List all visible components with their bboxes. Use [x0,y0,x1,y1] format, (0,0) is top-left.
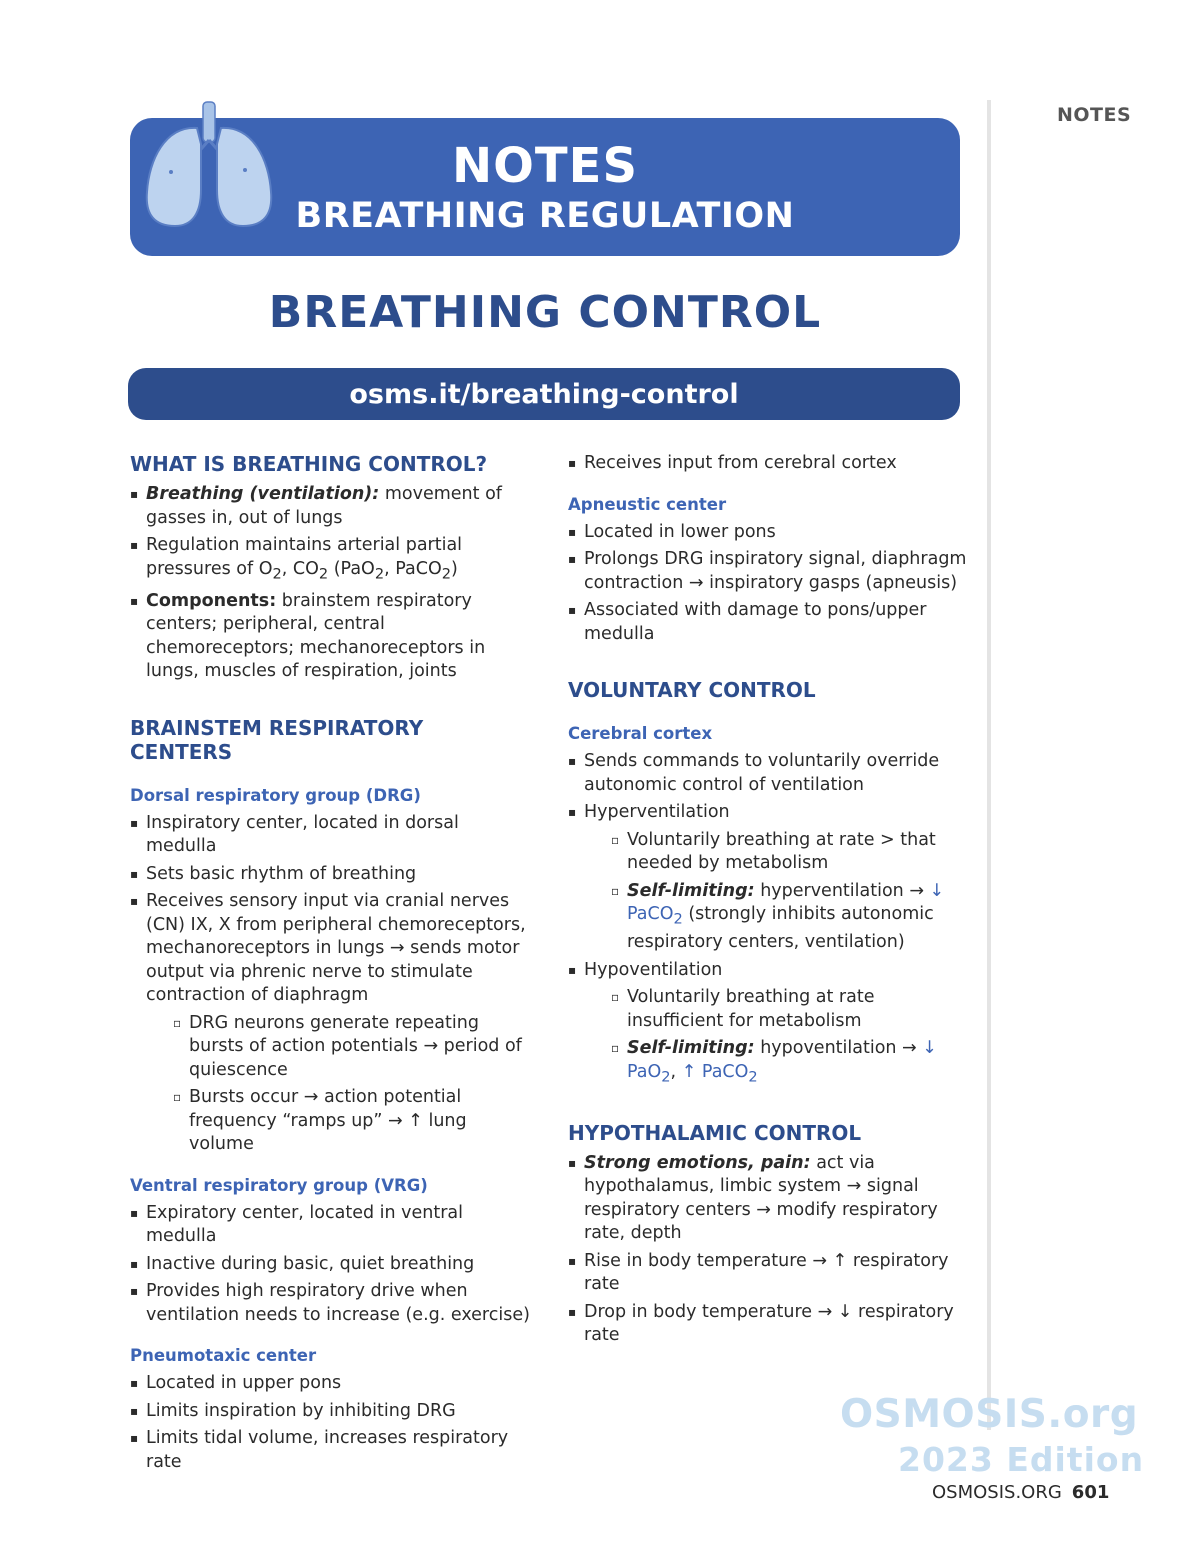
list-item: ▪ Located in lower pons [568,521,968,545]
url-link[interactable]: osms.it/breathing-control [128,368,960,420]
list-item: ▪ Hyperventilation ▫ Voluntarily breathing at rate > that needed by metabolism ▫ Self-limiting: hyperventilation → ↓ PaCO$_2$ (strongly inhibits autonomic respiratory centers, ventilation) [568,801,968,955]
sub-list-item: ▫ Bursts occur → action potential frequency “ramps up” → ↑ lung volume [146,1086,530,1157]
list-item: ▪ Rise in body temperature → ↑ respiratory rate [568,1250,968,1297]
list-item: ▪ Inactive during basic, quiet breathing [130,1253,530,1277]
footer-site: OSMOSIS.ORG [932,1482,1062,1503]
list-item: ▪ Expiratory center, located in ventral medulla [130,1202,530,1249]
banner-subtitle: BREATHING REGULATION [295,196,795,236]
list-item: ▪ Provides high respiratory drive when ventilation needs to increase (e.g. exercise) [130,1280,530,1327]
subsection-heading: Cerebral cortex [568,724,713,743]
sub-list-item: ▫ Self-limiting: hypoventilation → ↓ PaO$_2$, ↑ PaCO$_2$ [584,1037,968,1089]
list-item: ▪ Located in upper pons [130,1372,530,1396]
list-item: ▪ Breathing (ventilation): movement of gasses in, out of lungs [130,483,530,530]
section-heading: HYPOTHALAMIC CONTROL [568,1120,862,1145]
page-title: BREATHING CONTROL [268,287,822,338]
list-item: ▪ Sends commands to voluntarily override autonomic control of ventilation [568,750,968,797]
list-item: ▪ Prolongs DRG inspiratory signal, diaphragm contraction → inspiratory gasps (apneusis) [568,548,968,595]
list-item: ▪ Hypoventilation ▫ Voluntarily breathing at rate insufficient for metabolism ▫ Self-limiting: hypoventilation → ↓ PaO$_2$, ↑ PaCO$_2$ [568,959,968,1089]
right-column [568,452,968,1352]
banner-title: NOTES [451,138,639,194]
list-item: ▪ Sets basic rhythm of breathing [130,863,530,887]
subsection-heading: Pneumotaxic center [130,1346,317,1365]
list-item: ▪ Components: brainstem respiratory centers; peripheral, central chemoreceptors; mechanoreceptors in lungs, muscles of respiration, joints [130,590,530,684]
subsection-heading: Ventral respiratory group (VRG) [130,1175,428,1195]
list-item: ▪ Strong emotions, pain: act via hypothalamus, limbic system → signal respiratory centers → modify respiratory rate, depth [568,1152,968,1246]
list-item: ▪ Inspiratory center, located in dorsal medulla [130,812,530,859]
list-item: ▪ Limits tidal volume, increases respiratory rate [130,1427,530,1474]
section-heading: BRAINSTEM RESPIRATORY CENTERS [130,715,424,764]
sub-list-item: ▫ Self-limiting: hyperventilation → ↓ PaCO$_2$ (strongly inhibits autonomic respiratory centers, ventilation) [584,880,968,955]
subsection-heading: Apneustic center [568,494,727,514]
sub-list-item: ▫ Voluntarily breathing at rate insufficient for metabolism [584,986,968,1033]
sub-list-item: ▫ Voluntarily breathing at rate > that needed by metabolism [584,829,968,876]
list-item: ▪ Receives sensory input via cranial nerves (CN) IX, X from peripheral chemoreceptors, mechanoreceptors in lungs → sends motor output via phrenic nerve to stimulate contraction of diaphragm ▫ DRG neurons generate repeating bursts of action potentials → period of quiescence ▫ Bursts occur → action potential frequency “ramps up” → ↑ lung volume [130,890,530,1157]
page-number: 601 [1071,1482,1110,1503]
list-item: ▪ Receives input from cerebral cortex [568,452,968,476]
side-notes-label: NOTES [1057,104,1132,126]
list-item: ▪ Regulation maintains arterial partial pressures of $O_2$, $CO_2$ (PaO$_2$, PaCO$_2$) [130,534,530,586]
side-divider [987,100,991,1430]
section-heading: WHAT IS BREATHING CONTROL? [130,452,488,476]
list-item: ▪ Associated with damage to pons/upper medulla [568,599,968,646]
left-column [130,452,530,1478]
osmosis-watermark-logo: OSMOSIS.org [840,1392,1139,1437]
list-item: ▪ Drop in body temperature → ↓ respiratory rate [568,1301,968,1348]
edition-watermark: 2023 Edition [898,1440,1145,1479]
list-item: ▪ Limits inspiration by inhibiting DRG [130,1400,530,1424]
subsection-heading: Dorsal respiratory group (DRG) [130,785,421,805]
page-footer [932,1482,1109,1503]
section-heading: VOLUNTARY CONTROL [568,678,816,702]
sub-list-item: ▫ DRG neurons generate repeating bursts of action potentials → period of quiescence [146,1012,530,1083]
